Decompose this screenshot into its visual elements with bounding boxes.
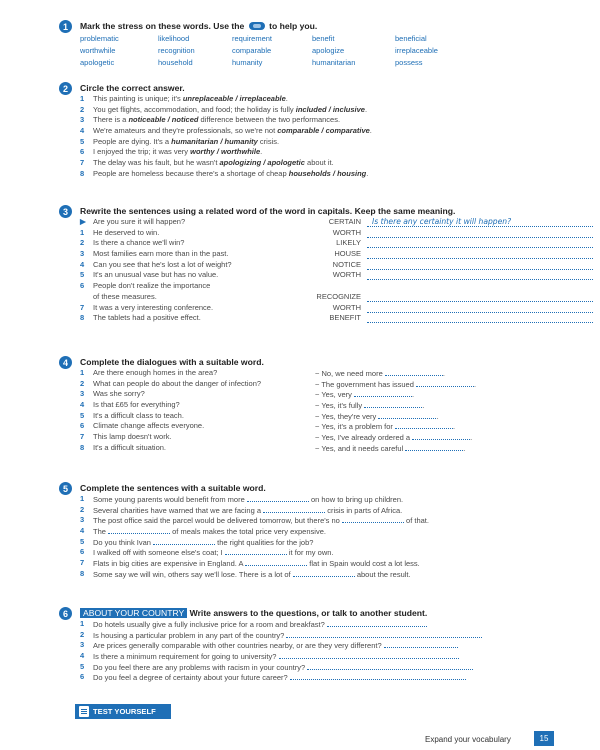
exercise-item — [62, 303, 540, 314]
item-text-end: on how to bring up children. — [310, 495, 404, 504]
exercise-item-cont — [62, 292, 540, 303]
test-yourself-button[interactable] — [75, 704, 171, 719]
answer-blank[interactable] — [395, 421, 456, 432]
reply-end: . — [436, 411, 439, 421]
answer-choice[interactable]: humanitarian / humanity — [171, 136, 258, 146]
answer-choice[interactable]: comparable / comparative — [277, 126, 370, 136]
stress-word: household — [158, 58, 193, 67]
item-text: The — [93, 527, 106, 537]
reply-end: . — [453, 422, 456, 432]
answer-choice[interactable]: unreplaceable / irreplaceable — [182, 94, 286, 103]
item-number: 6 — [80, 147, 85, 157]
reply-end: . — [422, 401, 425, 411]
stress-word: beneficial — [395, 34, 427, 43]
reply-end: . — [412, 390, 415, 400]
answer-blank[interactable] — [412, 432, 473, 443]
item-text: The tablets had a positive effect. — [93, 313, 201, 323]
exercise-item — [62, 515, 540, 526]
item-text: It was a very interesting conference. — [93, 302, 214, 312]
item-text: You get flights, accommodation, and food; the holiday is fully — [93, 104, 296, 114]
item-text-end: . — [366, 168, 369, 178]
answer-blank[interactable] — [245, 558, 307, 566]
item-text-end: the right qualities for the job? — [217, 537, 314, 547]
question-item — [62, 662, 540, 673]
item-number: 8 — [80, 313, 85, 323]
item-text-end: crisis in parts of Africa. — [327, 505, 403, 515]
item-text: Several charities have warned that we are facing a — [93, 505, 262, 515]
section-4-heading — [62, 356, 540, 368]
word-grid — [62, 34, 540, 72]
stress-word: requirement — [232, 34, 273, 43]
item-number: 8 — [80, 568, 85, 578]
exercise-item — [62, 105, 540, 116]
stress-word: humanitarian — [312, 58, 356, 67]
section-number: 3 — [59, 205, 72, 218]
keyword: RECOGNIZE — [316, 291, 361, 301]
exercise-item — [62, 137, 540, 148]
item-text: This painting is unique; it's — [93, 94, 183, 103]
answer-line[interactable] — [367, 249, 593, 259]
keyword: NOTICE — [332, 259, 361, 269]
item-number: 5 — [80, 661, 85, 671]
stress-word: comparable — [232, 46, 272, 55]
item-number: 3 — [80, 515, 85, 525]
question-item — [62, 651, 540, 662]
exercise-item — [62, 115, 540, 126]
item-number: 5 — [80, 536, 85, 546]
item-text: It's an unusual vase but has no value. — [93, 270, 219, 280]
item-number: 7 — [80, 558, 85, 568]
item-text-end: of that. — [406, 516, 429, 526]
dialogue-question: Is that £65 for everything? — [93, 400, 180, 410]
answer-line[interactable] — [367, 292, 593, 302]
item-text: People don't realize the importance — [93, 281, 211, 291]
item-number: 2 — [80, 504, 85, 514]
item-text: I enjoyed the trip; it was very — [93, 147, 191, 157]
section-1-heading — [62, 20, 540, 32]
heading-text: Complete the dialogues with a suitable word. — [80, 357, 264, 367]
answer-choice[interactable]: apologizing / apologetic — [219, 158, 305, 168]
dialogue-reply: ~ Yes, it's fully — [315, 401, 363, 411]
item-text-end: . — [260, 147, 263, 157]
answer-blank[interactable] — [364, 400, 425, 411]
test-yourself-label: TEST YOURSELF — [93, 707, 156, 716]
item-text: The post office said the parcel would be delivered tomorrow, but there's no — [93, 516, 340, 526]
keyword: BENEFIT — [329, 313, 361, 323]
section-4 — [62, 356, 540, 454]
item-number: 5 — [80, 136, 85, 146]
item-number: 5 — [80, 410, 85, 420]
heading-text: Circle the correct answer. — [80, 83, 185, 93]
section-3 — [62, 205, 540, 324]
example-item — [62, 217, 540, 228]
exercise-item — [62, 94, 540, 105]
question-text: Is housing a particular problem in any part of the country? — [93, 630, 285, 640]
exercise-item — [62, 228, 540, 239]
section-number: 6 — [59, 607, 72, 620]
dialogue-item — [62, 389, 540, 400]
reply-end: . — [463, 443, 466, 453]
item-number: 4 — [80, 259, 85, 269]
question-item — [62, 630, 540, 641]
answer-line[interactable] — [367, 238, 593, 248]
exercise-item — [62, 558, 540, 569]
item-text: People are dying. It's a — [93, 136, 172, 146]
dialogue-item — [62, 368, 540, 379]
stress-word: possess — [395, 58, 423, 67]
item-number: 2 — [80, 378, 85, 388]
answer-choice[interactable]: households / housing — [288, 168, 367, 178]
heading-text: Mark the stress on these words. Use the — [80, 21, 245, 31]
about-your-country-tag: ABOUT YOUR COUNTRY — [80, 608, 187, 618]
keyword: WORTH — [332, 227, 361, 237]
item-number: 6 — [80, 672, 85, 682]
item-text-end: flat in Spain would cost a lot less. — [309, 559, 420, 569]
item-number: 3 — [80, 389, 85, 399]
section-number: 1 — [59, 20, 72, 33]
keyword: WORTH — [332, 302, 361, 312]
reply-end: . — [442, 369, 445, 378]
keyword: LIKELY — [336, 238, 361, 248]
exercise-item — [62, 569, 540, 580]
answer-blank[interactable] — [405, 443, 466, 453]
item-number: 2 — [80, 104, 85, 114]
section-number: 2 — [59, 82, 72, 95]
item-number: 8 — [80, 442, 85, 452]
item-text: We're amateurs and they're professionals, so we're not — [93, 126, 278, 136]
question-text: Are prices generally comparable with other countries nearby, or are they very different? — [93, 641, 382, 651]
item-number: 7 — [80, 432, 85, 442]
item-text: There is a — [93, 115, 129, 125]
section-1 — [62, 20, 540, 72]
item-number: 5 — [80, 270, 85, 280]
item-text: People are homeless because there's a shortage of cheap — [93, 168, 289, 178]
dialogue-reply: ~ Yes, it's a problem for — [315, 422, 393, 432]
item-text: The delay was his fault, but he wasn't — [93, 158, 220, 168]
keyword: WORTH — [332, 270, 361, 280]
answer-line[interactable] — [367, 270, 593, 280]
item-text: Do you think Ivan — [93, 537, 151, 547]
section-2-heading — [62, 82, 540, 94]
item-number: 3 — [80, 249, 85, 259]
example-marker: ▶ — [80, 217, 86, 226]
item-number: 1 — [80, 94, 85, 103]
answer-blank[interactable] — [108, 526, 170, 534]
answer-line[interactable] — [327, 619, 427, 627]
keyword: HOUSE — [334, 249, 361, 259]
answer-line[interactable] — [384, 640, 458, 648]
stress-word: apologize — [312, 46, 345, 55]
item-number: 1 — [80, 494, 85, 503]
item-text-end: difference between the two performances. — [198, 115, 341, 125]
dialogue-question: Was she sorry? — [93, 389, 145, 399]
page-number: 15 — [534, 731, 554, 746]
item-number: 6 — [80, 547, 85, 557]
exercise-item — [62, 270, 540, 281]
item-text: Are you sure it will happen? — [93, 217, 186, 226]
item-number: 2 — [80, 629, 85, 639]
question-text: Do you feel a degree of certainty about your future career? — [93, 673, 288, 683]
exercise-item — [62, 169, 540, 180]
answer-choice[interactable]: worthy / worthwhile — [190, 147, 261, 157]
heading-text: Write answers to the questions, or talk to another student. — [189, 608, 428, 618]
dialogue-item — [62, 379, 540, 390]
answer-blank[interactable] — [416, 379, 477, 389]
audio-icon[interactable] — [249, 22, 265, 30]
test-yourself-icon — [79, 706, 89, 717]
answer-choice[interactable]: included / inclusive — [295, 104, 365, 114]
answer-blank[interactable] — [354, 389, 415, 400]
dialogue-question: This lamp doesn't work. — [93, 432, 172, 442]
exercise-item — [62, 147, 540, 158]
exercise-item — [62, 281, 540, 292]
dialogue-item — [62, 421, 540, 432]
dialogue-reply: ~ Yes, they're very — [315, 411, 377, 421]
dialogue-question: It's a difficult class to teach. — [93, 410, 184, 420]
item-text-end: . — [285, 94, 288, 103]
dialogue-reply: ~ Yes, and it needs careful — [315, 443, 404, 453]
stress-word: recognition — [158, 46, 195, 55]
section-6 — [62, 607, 540, 683]
stress-word: worthwhile — [80, 46, 116, 55]
question-text: Is there a minimum requirement for going to university? — [93, 652, 277, 662]
stress-word: benefit — [312, 34, 335, 43]
item-number: 3 — [80, 115, 85, 125]
answer-blank[interactable] — [385, 368, 443, 376]
item-number: 1 — [80, 227, 85, 237]
item-number: 3 — [80, 640, 85, 650]
item-text-end: about the result. — [356, 569, 411, 579]
dialogue-reply: ~ Yes, I've already ordered a — [315, 433, 411, 443]
item-number: 4 — [80, 651, 85, 661]
dialogue-item — [62, 443, 540, 454]
item-text: Some young parents would benefit from more — [93, 495, 245, 504]
section-5 — [62, 482, 540, 580]
item-text-end: . — [369, 126, 372, 136]
dialogue-item — [62, 411, 540, 422]
keyword: CERTAIN — [328, 217, 361, 226]
dialogue-question: Are there enough homes in the area? — [93, 368, 218, 377]
dialogue-question: Climate change affects everyone. — [93, 421, 205, 431]
item-number: 8 — [80, 168, 85, 178]
stress-word: humanity — [232, 58, 263, 67]
answer-blank[interactable] — [342, 515, 404, 523]
stress-word: apologetic — [80, 58, 115, 67]
section-2 — [62, 82, 540, 180]
item-number: 6 — [80, 421, 85, 431]
answer-line[interactable] — [286, 630, 482, 638]
handwritten-answer: Is there any certainty it will happen? — [372, 217, 512, 226]
answer-blank[interactable] — [293, 569, 355, 577]
stress-word: irreplaceable — [395, 46, 438, 55]
reply-end: . — [470, 433, 473, 443]
question-item — [62, 672, 540, 683]
dialogue-question: It's a difficult situation. — [93, 442, 166, 452]
exercise-item — [62, 547, 540, 558]
exercise-item — [62, 260, 540, 271]
dialogue-item — [62, 432, 540, 443]
dialogue-question: What can people do about the danger of infection? — [93, 378, 262, 388]
answer-blank[interactable] — [263, 505, 325, 513]
question-item — [62, 619, 540, 630]
answer-blank[interactable] — [153, 537, 215, 545]
section-5-heading — [62, 482, 540, 494]
item-number: 6 — [80, 281, 85, 291]
footer-title: Expand your vocabulary — [425, 735, 511, 744]
item-number: 7 — [80, 302, 85, 312]
answer-blank[interactable] — [378, 411, 439, 421]
answer-blank[interactable] — [225, 547, 287, 555]
answer-blank[interactable] — [247, 494, 309, 502]
answer-choice[interactable]: noticeable / noticed — [128, 115, 199, 125]
answer-line[interactable] — [367, 228, 593, 238]
item-number: 4 — [80, 526, 85, 536]
item-text: I walked off with someone else's coat; I — [93, 548, 223, 558]
exercise-item — [62, 249, 540, 260]
stress-word: problematic — [80, 34, 119, 43]
exercise-item — [62, 126, 540, 137]
item-text: He deserved to win. — [93, 227, 160, 237]
heading-text: Complete the sentences with a suitable word. — [80, 483, 266, 493]
item-number: 4 — [80, 126, 85, 136]
item-number: 1 — [80, 368, 85, 377]
exercise-item — [62, 313, 540, 324]
answer-line[interactable] — [307, 662, 473, 670]
answer-line[interactable] — [367, 313, 593, 323]
item-text: Some say we will win, others say we'll lose. There is a lot of — [93, 569, 291, 579]
item-text: Can you see that he's lost a lot of weight? — [93, 259, 232, 269]
item-text-end: about it. — [304, 158, 334, 168]
item-number: 4 — [80, 400, 85, 410]
question-text: Do you feel there are any problems with racism in your country? — [93, 662, 306, 672]
item-number: 1 — [80, 619, 85, 628]
answer-line[interactable] — [367, 303, 593, 313]
stress-word: likelihood — [158, 34, 190, 43]
item-text: Is there a chance we'll win? — [93, 238, 185, 248]
section-number: 4 — [59, 356, 72, 369]
exercise-item — [62, 494, 540, 505]
question-item — [62, 640, 540, 651]
exercise-item — [62, 526, 540, 537]
section-number: 5 — [59, 482, 72, 495]
heading-text-end: to help you. — [269, 21, 318, 31]
answer-line[interactable] — [367, 260, 593, 270]
item-number: 7 — [80, 158, 85, 168]
dialogue-reply: ~ The government has issued — [315, 379, 414, 389]
question-text: Do hotels usually give a fully inclusive price for a room and breakfast? — [93, 620, 325, 629]
dialogue-item — [62, 400, 540, 411]
heading-text: Rewrite the sentences using a related word of the word in capitals. Keep the same meaning. — [80, 206, 456, 216]
item-text: Flats in big cities are expensive in England. A — [93, 559, 244, 569]
section-6-heading — [62, 607, 540, 619]
item-number: 2 — [80, 238, 85, 248]
dialogue-reply: ~ Yes, very — [315, 390, 352, 400]
exercise-item — [62, 158, 540, 169]
item-text-end: it for my own. — [288, 548, 334, 558]
item-text-end: . — [364, 104, 368, 114]
dialogue-reply: ~ No, we need more — [315, 369, 383, 378]
item-text: Most families earn more than in the past. — [93, 249, 229, 259]
exercise-item — [62, 537, 540, 548]
section-3-heading — [62, 205, 540, 217]
item-text-end: of meals makes the total price very expensive. — [172, 527, 326, 537]
answer-line[interactable] — [290, 672, 466, 680]
exercise-item — [62, 238, 540, 249]
reply-end: . — [473, 379, 477, 389]
item-text: of these measures. — [93, 291, 157, 301]
item-text-end: crisis. — [257, 136, 280, 146]
exercise-item — [62, 505, 540, 516]
answer-line[interactable] — [279, 651, 459, 659]
